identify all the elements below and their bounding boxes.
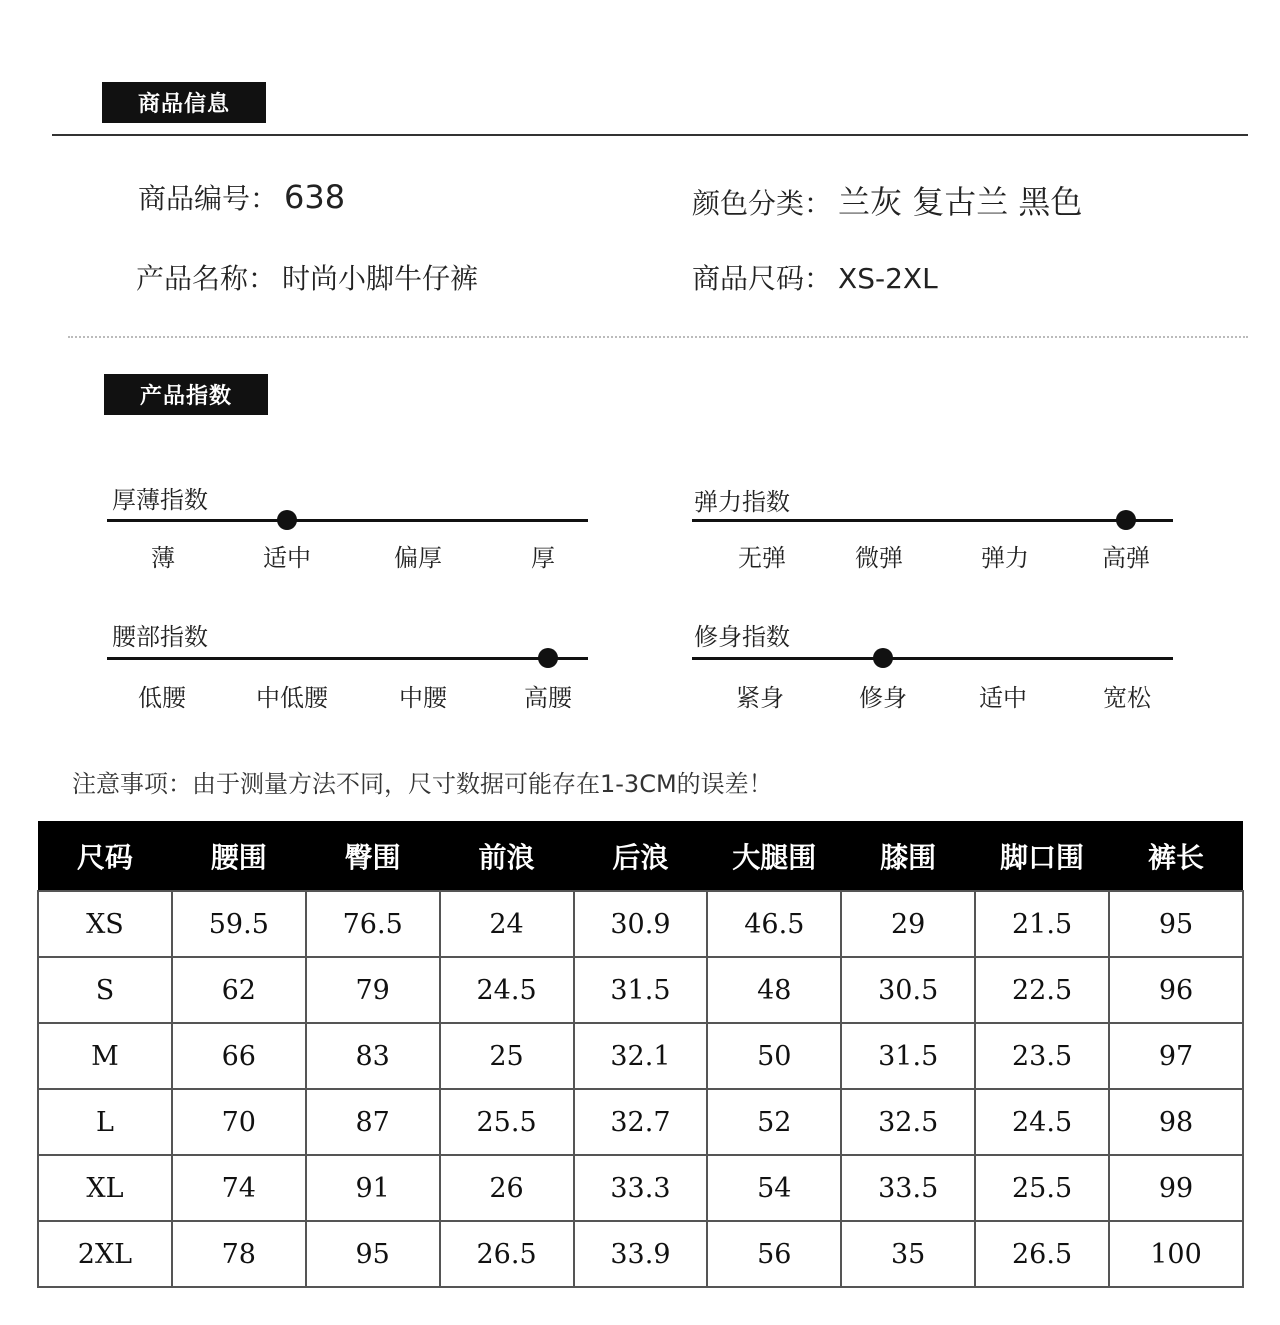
- index-option-label: 高腰: [524, 684, 572, 712]
- measurement-notice: 注意事项：由于测量方法不同，尺寸数据可能存在1-3CM的误差！: [72, 770, 773, 798]
- index-scale-line: [692, 519, 1173, 522]
- index-option-label: 宽松: [1103, 684, 1151, 712]
- table-cell: 24: [440, 891, 574, 957]
- index-option-label: 高弹: [1102, 544, 1150, 572]
- table-cell: 74: [172, 1155, 306, 1221]
- table-cell: 24.5: [975, 1089, 1109, 1155]
- table-cell: 98: [1109, 1089, 1243, 1155]
- table-cell: 25.5: [440, 1089, 574, 1155]
- product-number-label: 商品编号：: [138, 182, 279, 215]
- table-row: [38, 1023, 1243, 1089]
- index-marker: [1116, 510, 1136, 530]
- table-cell: 46.5: [707, 891, 841, 957]
- table-cell: 32.5: [841, 1089, 975, 1155]
- index-scale-line: [692, 657, 1173, 660]
- size-table-header-cell: 臀围: [306, 821, 440, 891]
- table-cell: 30.5: [841, 957, 975, 1023]
- index-option-label: 紧身: [736, 684, 784, 712]
- index-option-label: 适中: [263, 544, 311, 572]
- table-cell: 26.5: [975, 1221, 1109, 1287]
- index-scale-line: [107, 519, 588, 522]
- table-cell: 26.5: [440, 1221, 574, 1287]
- table-row: [38, 1089, 1243, 1155]
- table-cell: 96: [1109, 957, 1243, 1023]
- section-tag-product-info: 商品信息: [102, 82, 266, 123]
- table-row: [38, 891, 1243, 957]
- color-category-label: 颜色分类：: [692, 187, 833, 220]
- size-table-header: [38, 821, 1243, 891]
- index-option-label: 适中: [979, 684, 1027, 712]
- table-cell: 50: [707, 1023, 841, 1089]
- size-table-header-cell: 尺码: [38, 821, 172, 891]
- table-cell: 91: [306, 1155, 440, 1221]
- table-cell: 26: [440, 1155, 574, 1221]
- table-cell: 79: [306, 957, 440, 1023]
- index-title: 腰部指数: [112, 623, 208, 651]
- index-marker: [277, 510, 297, 530]
- table-cell: 31.5: [841, 1023, 975, 1089]
- size-table-header-cell: 腰围: [172, 821, 306, 891]
- table-cell: 23.5: [975, 1023, 1109, 1089]
- table-cell: 22.5: [975, 957, 1109, 1023]
- table-cell: M: [38, 1023, 172, 1089]
- table-row: [38, 957, 1243, 1023]
- size-table: [37, 821, 1244, 1288]
- table-row: [38, 1155, 1243, 1221]
- size-table-header-cell: 前浪: [440, 821, 574, 891]
- index-option-label: 修身: [859, 684, 907, 712]
- table-cell: 95: [1109, 891, 1243, 957]
- table-cell: 87: [306, 1089, 440, 1155]
- index-option-label: 薄: [151, 544, 175, 572]
- table-cell: L: [38, 1089, 172, 1155]
- table-cell: 29: [841, 891, 975, 957]
- product-name-row: [136, 257, 478, 297]
- table-cell: 24.5: [440, 957, 574, 1023]
- table-cell: 97: [1109, 1023, 1243, 1089]
- index-option-label: 弹力: [981, 544, 1029, 572]
- product-number-value: 638: [284, 178, 346, 216]
- dotted-divider: [68, 336, 1248, 338]
- section-tag-product-index: 产品指数: [104, 374, 268, 415]
- table-cell: 100: [1109, 1221, 1243, 1287]
- table-cell: 33.5: [841, 1155, 975, 1221]
- table-cell: 62: [172, 957, 306, 1023]
- table-cell: S: [38, 957, 172, 1023]
- index-option-label: 低腰: [138, 684, 186, 712]
- index-option-label: 中低腰: [256, 684, 328, 712]
- color-category-row: [692, 177, 1082, 223]
- table-cell: 70: [172, 1089, 306, 1155]
- index-title: 厚薄指数: [112, 486, 208, 514]
- index-option-label: 无弹: [738, 544, 786, 572]
- index-title: 弹力指数: [694, 488, 790, 516]
- table-cell: 30.9: [574, 891, 708, 957]
- table-cell: 76.5: [306, 891, 440, 957]
- index-option-label: 微弹: [855, 544, 903, 572]
- index-option-label: 偏厚: [394, 544, 442, 572]
- table-cell: 95: [306, 1221, 440, 1287]
- table-cell: 31.5: [574, 957, 708, 1023]
- index-option-label: 厚: [531, 544, 555, 572]
- section-divider: [52, 134, 1248, 136]
- table-cell: 21.5: [975, 891, 1109, 957]
- table-cell: 48: [707, 957, 841, 1023]
- index-title: 修身指数: [694, 623, 790, 651]
- table-cell: 56: [707, 1221, 841, 1287]
- table-cell: XL: [38, 1155, 172, 1221]
- size-table-header-cell: 裤长: [1109, 821, 1243, 891]
- table-cell: 33.3: [574, 1155, 708, 1221]
- table-row: [38, 1221, 1243, 1287]
- table-cell: 66: [172, 1023, 306, 1089]
- index-marker: [538, 648, 558, 668]
- table-cell: 32.7: [574, 1089, 708, 1155]
- table-cell: 35: [841, 1221, 975, 1287]
- table-cell: 83: [306, 1023, 440, 1089]
- table-cell: 33.9: [574, 1221, 708, 1287]
- color-category-value: 兰灰 复古兰 黑色: [838, 183, 1083, 221]
- index-scale-line: [107, 657, 588, 660]
- table-cell: 78: [172, 1221, 306, 1287]
- product-name-label: 产品名称：: [136, 262, 277, 295]
- table-cell: 54: [707, 1155, 841, 1221]
- table-cell: 99: [1109, 1155, 1243, 1221]
- table-cell: 2XL: [38, 1221, 172, 1287]
- product-number-row: [138, 177, 345, 217]
- table-cell: 59.5: [172, 891, 306, 957]
- size-table-header-cell: 脚口围: [975, 821, 1109, 891]
- table-cell: 25.5: [975, 1155, 1109, 1221]
- product-size-value: XS-2XL: [838, 262, 938, 295]
- table-cell: XS: [38, 891, 172, 957]
- size-table-body: [38, 891, 1243, 1287]
- size-table-header-cell: 后浪: [574, 821, 708, 891]
- table-cell: 32.1: [574, 1023, 708, 1089]
- product-size-label: 商品尺码：: [692, 262, 833, 295]
- size-table-header-cell: 大腿围: [707, 821, 841, 891]
- size-table-header-cell: 膝围: [841, 821, 975, 891]
- table-cell: 52: [707, 1089, 841, 1155]
- product-size-row: [692, 257, 938, 297]
- index-marker: [873, 648, 893, 668]
- index-option-label: 中腰: [399, 684, 447, 712]
- product-name-value: 时尚小脚牛仔裤: [282, 262, 479, 295]
- table-cell: 25: [440, 1023, 574, 1089]
